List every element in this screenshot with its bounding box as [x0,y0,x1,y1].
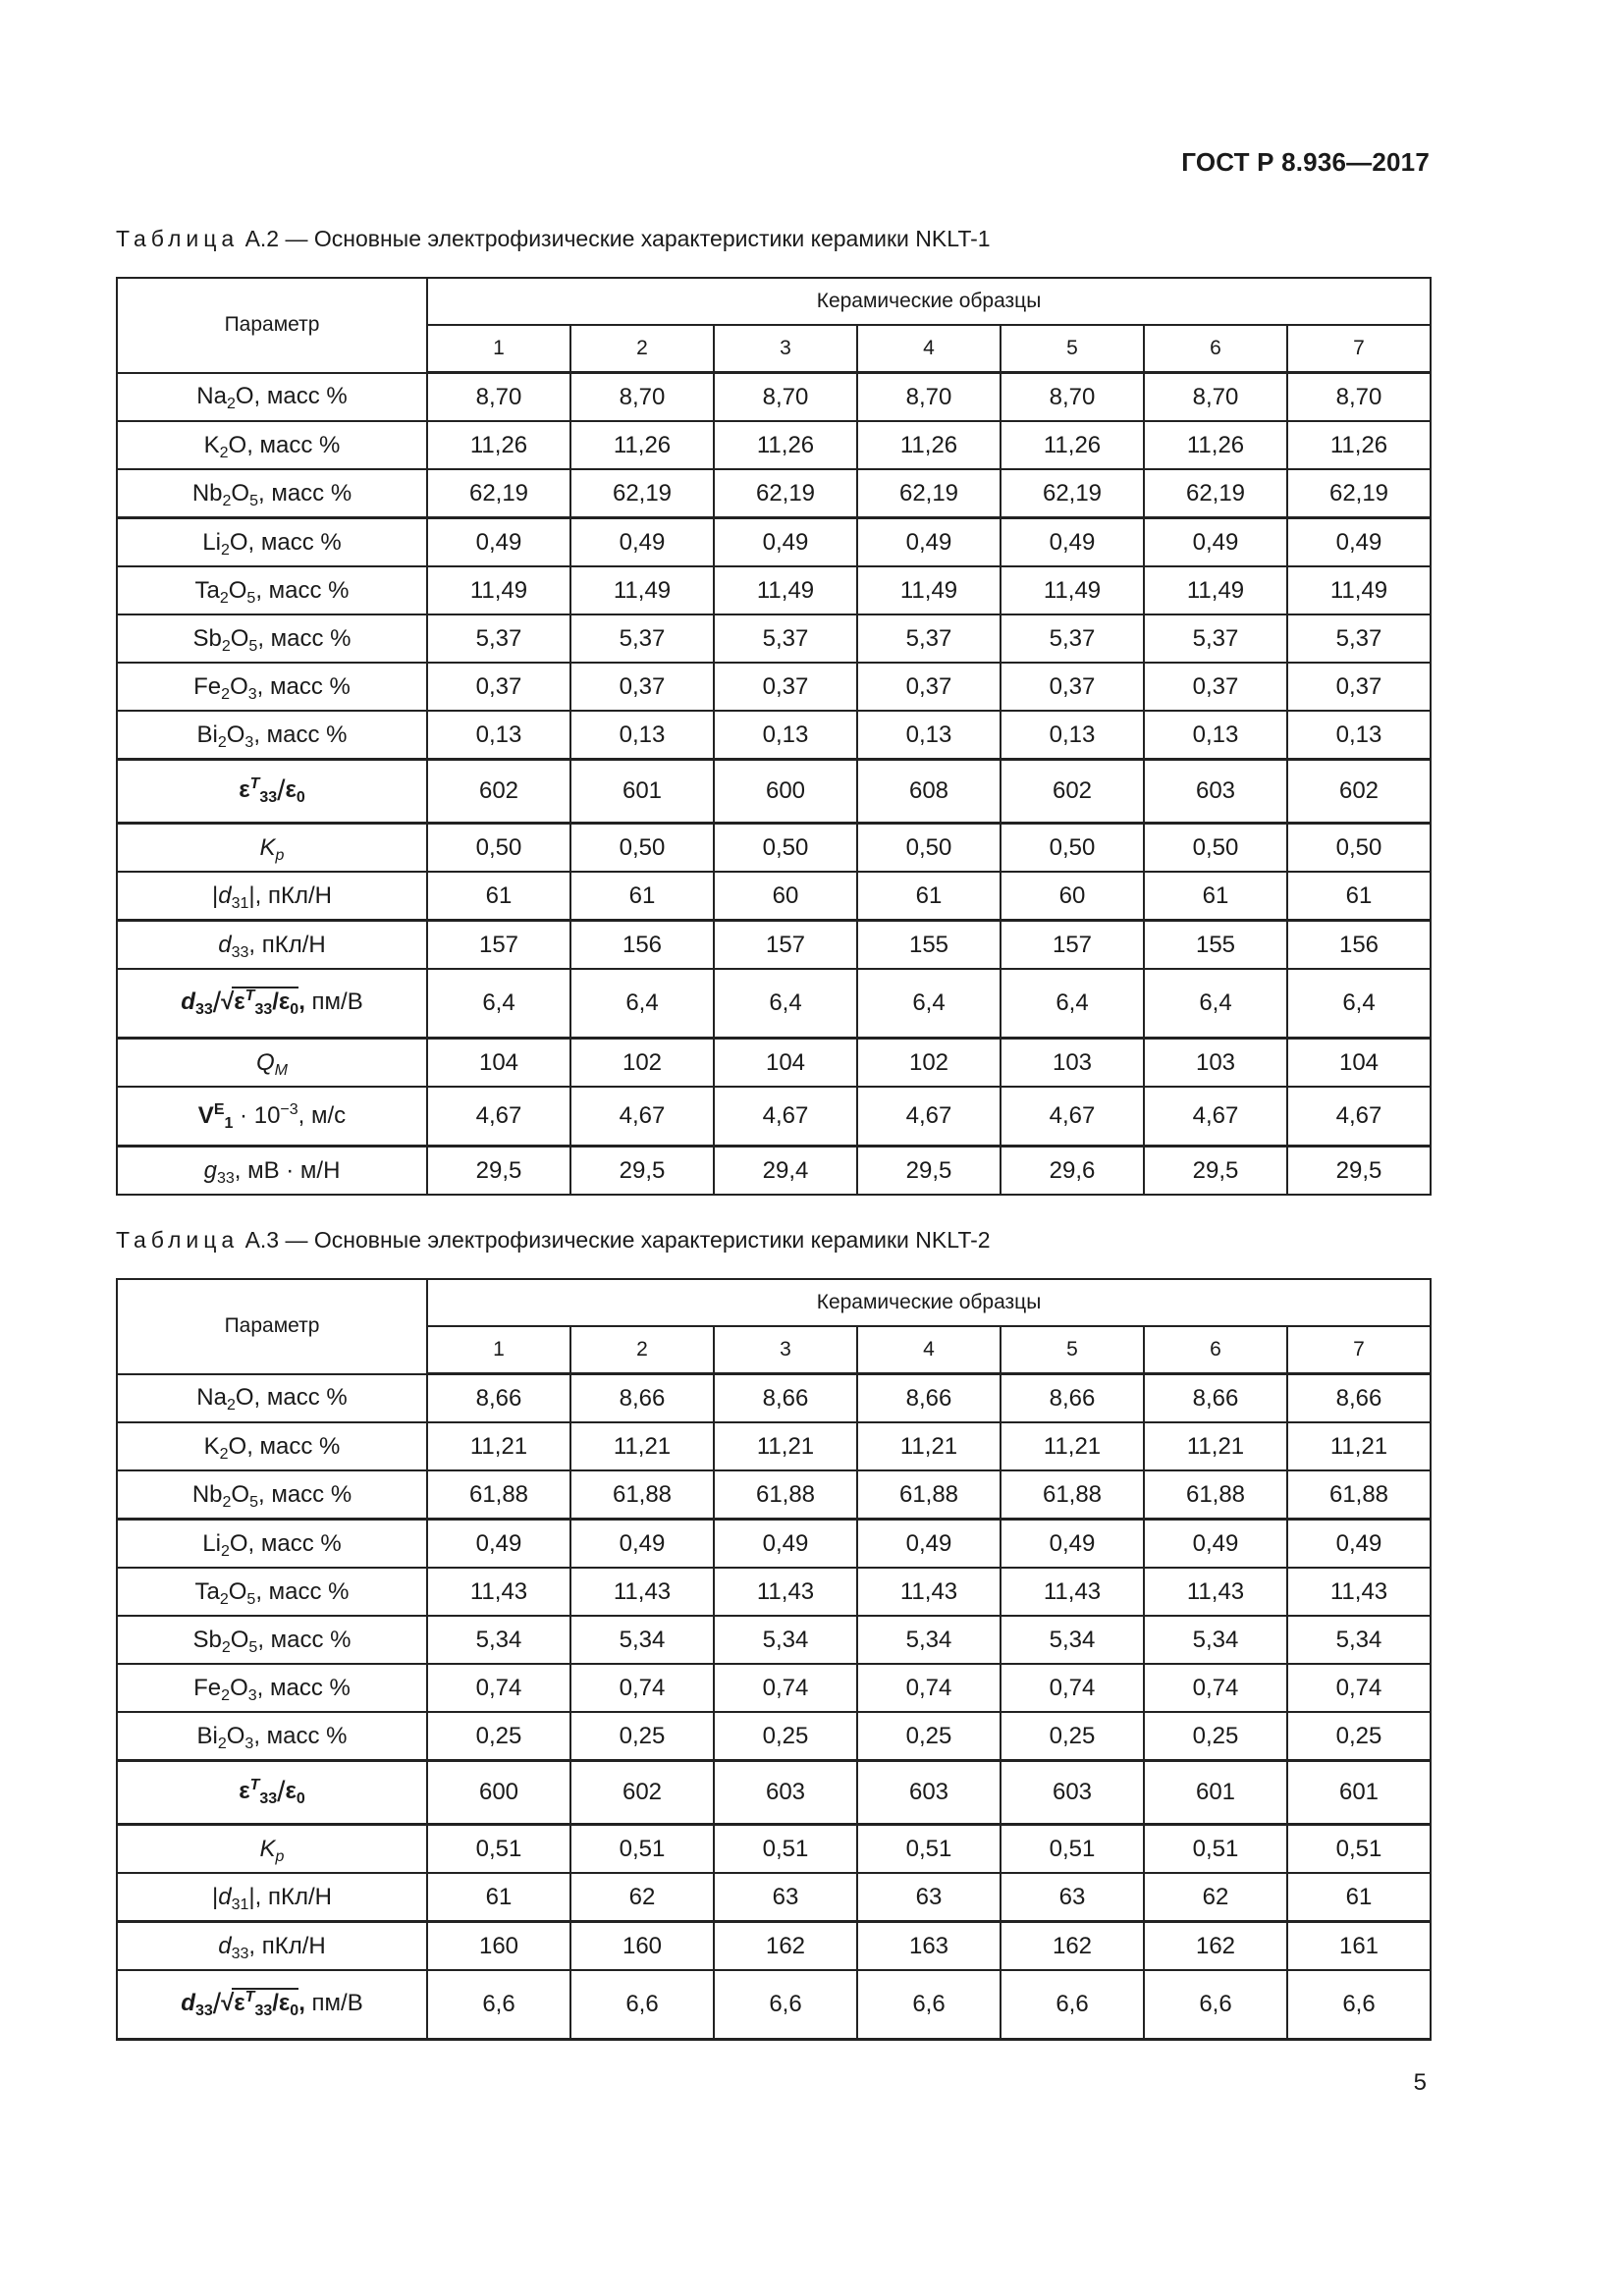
value-cell: 8,66 [427,1374,570,1423]
table-row [117,469,1431,518]
table-row [117,1087,1431,1147]
value-cell: 61 [1287,1873,1431,1922]
value-cell: 0,49 [714,518,857,567]
value-cell: 5,34 [1144,1616,1287,1664]
value-cell: 104 [1287,1039,1431,1088]
value-cell: 11,26 [1144,421,1287,469]
value-cell: 11,43 [857,1568,1001,1616]
value-cell: 0,74 [1001,1664,1144,1712]
param-cell: $Fe_2O_3$, масс % [117,663,427,711]
value-cell: 62,19 [1287,469,1431,518]
value-cell: 11,26 [1287,421,1431,469]
value-cell: 157 [427,921,570,970]
value-cell: 600 [427,1761,570,1825]
value-cell: 11,43 [570,1568,714,1616]
value-cell: 0,49 [1144,518,1287,567]
param-cell: $g_{33}$, мВ · м/Н [117,1147,427,1196]
value-cell: 5,37 [714,614,857,663]
value-cell: 0,25 [1001,1712,1144,1761]
value-cell: 11,43 [427,1568,570,1616]
table-row [117,566,1431,614]
sample-number: 6 [1144,1326,1287,1374]
table-row [117,1712,1431,1761]
table-row [117,1520,1431,1569]
value-cell: 156 [570,921,714,970]
param-cell: $Sb_2O_5$, масс % [117,614,427,663]
table-caption [116,1227,991,1254]
value-cell: 601 [570,760,714,824]
value-cell: 11,26 [714,421,857,469]
value-cell: 62,19 [1001,469,1144,518]
value-cell: 104 [427,1039,570,1088]
value-cell: 4,67 [570,1087,714,1147]
table-row [117,872,1431,921]
value-cell: 5,37 [1001,614,1144,663]
value-cell: 0,49 [570,1520,714,1569]
param-cell: $|d_{31}|$, пКл/Н [117,1873,427,1922]
value-cell: 0,13 [1287,711,1431,760]
table-row [117,1922,1431,1971]
value-cell: 61,88 [857,1470,1001,1520]
value-cell: 5,34 [857,1616,1001,1664]
value-cell: 103 [1001,1039,1144,1088]
table-row [117,760,1431,824]
value-cell: 63 [1001,1873,1144,1922]
value-cell: 0,25 [1287,1712,1431,1761]
value-cell: 4,67 [857,1087,1001,1147]
table-row [117,824,1431,873]
value-cell: 11,49 [570,566,714,614]
table-label: Таблица [116,226,240,251]
value-cell: 0,49 [857,1520,1001,1569]
value-cell: 6,6 [427,1970,570,2040]
value-cell: 8,70 [1287,373,1431,422]
sample-number: 7 [1287,325,1431,373]
value-cell: 8,70 [427,373,570,422]
sample-number: 1 [427,1326,570,1374]
value-cell: 603 [1001,1761,1144,1825]
value-cell: 8,66 [570,1374,714,1423]
value-cell: 61,88 [1144,1470,1287,1520]
value-cell: 0,50 [714,824,857,873]
value-cell: 600 [714,760,857,824]
value-cell: 6,4 [857,969,1001,1039]
value-cell: 63 [857,1873,1001,1922]
table-body [117,1374,1431,2040]
value-cell: 5,37 [1287,614,1431,663]
value-cell: 6,4 [1144,969,1287,1039]
value-cell: 61,88 [1001,1470,1144,1520]
value-cell: 29,4 [714,1147,857,1196]
value-cell: 5,34 [714,1616,857,1664]
table-row [117,373,1431,422]
value-cell: 11,26 [857,421,1001,469]
value-cell: 602 [427,760,570,824]
standard-code: ГОСТ Р 8.936—2017 [1181,147,1430,177]
sample-number: 3 [714,325,857,373]
param-cell: $Sb_2O_5$, масс % [117,1616,427,1664]
param-cell: $Ta_2O_5$, масс % [117,566,427,614]
value-cell: 0,49 [1001,1520,1144,1569]
param-header: Параметр [117,278,427,373]
value-cell: 104 [714,1039,857,1088]
value-cell: 60 [1001,872,1144,921]
value-cell: 0,13 [857,711,1001,760]
value-cell: 5,37 [427,614,570,663]
value-cell: 4,67 [714,1087,857,1147]
value-cell: 0,37 [427,663,570,711]
param-cell: $Bi_2O_3$, масс % [117,1712,427,1761]
value-cell: 0,51 [570,1825,714,1874]
table-row [117,1970,1431,2040]
value-cell: 0,37 [1144,663,1287,711]
value-cell: 8,66 [1001,1374,1144,1423]
samples-group-header: Керамические образцы [427,1279,1431,1326]
value-cell: 62 [1144,1873,1287,1922]
value-cell: 0,49 [1001,518,1144,567]
value-cell: 11,43 [714,1568,857,1616]
param-cell: $d_{33}/√\varepsilon^T_{33}/\varepsilon_0$, пм/В [117,1970,427,2040]
sample-number: 2 [570,1326,714,1374]
table-caption-text: А.3 — Основные электрофизические характеристики керамики NKLT-2 [244,1227,991,1253]
value-cell: 0,50 [1287,824,1431,873]
value-cell: 11,21 [1144,1422,1287,1470]
value-cell: 11,49 [1001,566,1144,614]
value-cell: 62,19 [1144,469,1287,518]
value-cell: 11,49 [427,566,570,614]
value-cell: 102 [857,1039,1001,1088]
param-cell: $d_{33}$, пКл/Н [117,1922,427,1971]
value-cell: 601 [1287,1761,1431,1825]
param-cell: $Ta_2O_5$, масс % [117,1568,427,1616]
value-cell: 603 [714,1761,857,1825]
sample-number: 4 [857,325,1001,373]
table-row [117,1039,1431,1088]
value-cell: 5,34 [1001,1616,1144,1664]
param-cell: $\varepsilon^T_{33}/\varepsilon_0$ [117,1761,427,1825]
table-row [117,969,1431,1039]
value-cell: 11,21 [1001,1422,1144,1470]
table-row [117,1873,1431,1922]
param-cell: $Li_2O$, масс % [117,518,427,567]
param-cell: $d_{33}/√\varepsilon^T_{33}/\varepsilon_0$, пм/В [117,969,427,1039]
value-cell: 0,49 [1287,518,1431,567]
value-cell: 11,43 [1001,1568,1144,1616]
value-cell: 62,19 [714,469,857,518]
value-cell: 0,50 [857,824,1001,873]
value-cell: 6,6 [1287,1970,1431,2040]
value-cell: 0,25 [1144,1712,1287,1761]
value-cell: 603 [1144,760,1287,824]
table-row [117,1374,1431,1423]
value-cell: 0,49 [1144,1520,1287,1569]
table-row [117,1616,1431,1664]
value-cell: 160 [570,1922,714,1971]
value-cell: 0,25 [570,1712,714,1761]
table-row [117,1568,1431,1616]
value-cell: 62 [570,1873,714,1922]
table-row [117,421,1431,469]
value-cell: 61,88 [714,1470,857,1520]
value-cell: 29,5 [570,1147,714,1196]
value-cell: 29,5 [1144,1147,1287,1196]
value-cell: 0,51 [427,1825,570,1874]
param-cell: $V^E_1 \cdot 10^{-3}$, м/с [117,1087,427,1147]
param-cell: $K_p$ [117,824,427,873]
value-cell: 8,66 [714,1374,857,1423]
value-cell: 11,49 [857,566,1001,614]
value-cell: 11,26 [570,421,714,469]
value-cell: 163 [857,1922,1001,1971]
param-cell: $K_p$ [117,1825,427,1874]
value-cell: 11,49 [1144,566,1287,614]
value-cell: 8,70 [570,373,714,422]
param-cell: $K_2O$, масс % [117,1422,427,1470]
value-cell: 61 [857,872,1001,921]
value-cell: 5,37 [857,614,1001,663]
value-cell: 5,37 [1144,614,1287,663]
table-row [117,1664,1431,1712]
value-cell: 155 [857,921,1001,970]
param-cell: $Fe_2O_3$, масс % [117,1664,427,1712]
value-cell: 29,6 [1001,1147,1144,1196]
value-cell: 602 [570,1761,714,1825]
value-cell: 11,26 [1001,421,1144,469]
value-cell: 11,21 [714,1422,857,1470]
value-cell: 0,74 [1287,1664,1431,1712]
table-caption-text: А.2 — Основные электрофизические характеристики керамики NKLT-1 [244,226,991,251]
value-cell: 6,4 [1001,969,1144,1039]
value-cell: 0,37 [857,663,1001,711]
value-cell: 601 [1144,1761,1287,1825]
value-cell: 6,4 [570,969,714,1039]
value-cell: 62,19 [857,469,1001,518]
samples-group-header: Керамические образцы [427,278,1431,325]
value-cell: 608 [857,760,1001,824]
value-cell: 5,37 [570,614,714,663]
value-cell: 102 [570,1039,714,1088]
param-cell: $|d_{31}|$, пКл/Н [117,872,427,921]
value-cell: 0,74 [714,1664,857,1712]
param-cell: $K_2O$, масс % [117,421,427,469]
table-caption [116,226,991,252]
table-row [117,1761,1431,1825]
table-label: Таблица [116,1227,240,1253]
value-cell: 0,49 [714,1520,857,1569]
param-cell: $Q_M$ [117,1039,427,1088]
table-row [117,1470,1431,1520]
value-cell: 8,66 [857,1374,1001,1423]
value-cell: 6,4 [714,969,857,1039]
table-row [117,1422,1431,1470]
value-cell: 6,4 [1287,969,1431,1039]
value-cell: 61 [1144,872,1287,921]
value-cell: 11,49 [714,566,857,614]
value-cell: 4,67 [1144,1087,1287,1147]
value-cell: 0,50 [1001,824,1144,873]
value-cell: 0,49 [427,1520,570,1569]
value-cell: 11,21 [1287,1422,1431,1470]
value-cell: 0,13 [1144,711,1287,760]
value-cell: 4,67 [1001,1087,1144,1147]
param-cell: $Nb_2O_5$, масс % [117,1470,427,1520]
value-cell: 0,74 [427,1664,570,1712]
param-cell: $Na_2O$, масс % [117,373,427,422]
table-row [117,1147,1431,1196]
value-cell: 61,88 [1287,1470,1431,1520]
value-cell: 603 [857,1761,1001,1825]
value-cell: 155 [1144,921,1287,970]
param-cell: $Nb_2O_5$, масс % [117,469,427,518]
value-cell: 162 [1144,1922,1287,1971]
value-cell: 29,5 [1287,1147,1431,1196]
value-cell: 4,67 [1287,1087,1431,1147]
characteristics-table-nklt1 [116,277,1432,1196]
value-cell: 0,49 [857,518,1001,567]
value-cell: 602 [1287,760,1431,824]
value-cell: 602 [1001,760,1144,824]
value-cell: 61,88 [570,1470,714,1520]
sample-number: 5 [1001,1326,1144,1374]
value-cell: 0,49 [427,518,570,567]
value-cell: 0,37 [570,663,714,711]
value-cell: 6,4 [427,969,570,1039]
value-cell: 0,74 [857,1664,1001,1712]
param-cell: $Bi_2O_3$, масс % [117,711,427,760]
value-cell: 63 [714,1873,857,1922]
value-cell: 0,50 [1144,824,1287,873]
table-body [117,373,1431,1196]
value-cell: 6,6 [570,1970,714,2040]
value-cell: 6,6 [714,1970,857,2040]
value-cell: 157 [714,921,857,970]
sample-number: 5 [1001,325,1144,373]
value-cell: 61 [427,1873,570,1922]
table-row [117,518,1431,567]
value-cell: 0,37 [1001,663,1144,711]
value-cell: 0,51 [714,1825,857,1874]
value-cell: 0,13 [427,711,570,760]
value-cell: 29,5 [427,1147,570,1196]
value-cell: 0,74 [570,1664,714,1712]
value-cell: 6,6 [1144,1970,1287,2040]
value-cell: 29,5 [857,1147,1001,1196]
value-cell: 5,34 [1287,1616,1431,1664]
table-row [117,1825,1431,1874]
value-cell: 0,13 [570,711,714,760]
sample-number: 6 [1144,325,1287,373]
value-cell: 0,50 [570,824,714,873]
table-row [117,921,1431,970]
value-cell: 0,25 [427,1712,570,1761]
value-cell: 8,66 [1144,1374,1287,1423]
value-cell: 4,67 [427,1087,570,1147]
value-cell: 162 [714,1922,857,1971]
sample-number: 1 [427,325,570,373]
value-cell: 0,51 [857,1825,1001,1874]
value-cell: 11,21 [427,1422,570,1470]
value-cell: 6,6 [857,1970,1001,2040]
value-cell: 0,37 [1287,663,1431,711]
value-cell: 5,34 [427,1616,570,1664]
value-cell: 0,50 [427,824,570,873]
value-cell: 61,88 [427,1470,570,1520]
value-cell: 11,43 [1144,1568,1287,1616]
value-cell: 61 [1287,872,1431,921]
value-cell: 0,13 [714,711,857,760]
value-cell: 62,19 [570,469,714,518]
param-cell: $Na_2O$, масс % [117,1374,427,1423]
param-cell: $d_{33}$, пКл/Н [117,921,427,970]
value-cell: 0,51 [1287,1825,1431,1874]
value-cell: 62,19 [427,469,570,518]
sample-number: 3 [714,1326,857,1374]
value-cell: 0,37 [714,663,857,711]
param-header: Параметр [117,1279,427,1374]
value-cell: 5,34 [570,1616,714,1664]
value-cell: 160 [427,1922,570,1971]
characteristics-table-nklt2 [116,1278,1432,2041]
table-row [117,711,1431,760]
table-row [117,614,1431,663]
param-cell: $\varepsilon^T_{33}/\varepsilon_0$ [117,760,427,824]
value-cell: 0,25 [857,1712,1001,1761]
value-cell: 0,51 [1001,1825,1144,1874]
value-cell: 11,49 [1287,566,1431,614]
value-cell: 8,70 [1144,373,1287,422]
value-cell: 8,70 [714,373,857,422]
value-cell: 0,25 [714,1712,857,1761]
value-cell: 156 [1287,921,1431,970]
value-cell: 0,49 [570,518,714,567]
page-number: 5 [1413,2069,1427,2096]
value-cell: 11,43 [1287,1568,1431,1616]
value-cell: 61 [427,872,570,921]
value-cell: 8,70 [857,373,1001,422]
value-cell: 0,49 [1287,1520,1431,1569]
value-cell: 0,13 [1001,711,1144,760]
table-row [117,663,1431,711]
value-cell: 60 [714,872,857,921]
sample-number: 2 [570,325,714,373]
value-cell: 103 [1144,1039,1287,1088]
param-cell: $Li_2O$, масс % [117,1520,427,1569]
value-cell: 6,6 [1001,1970,1144,2040]
value-cell: 61 [570,872,714,921]
value-cell: 162 [1001,1922,1144,1971]
sample-number: 4 [857,1326,1001,1374]
value-cell: 11,21 [857,1422,1001,1470]
value-cell: 11,21 [570,1422,714,1470]
sample-number: 7 [1287,1326,1431,1374]
value-cell: 11,26 [427,421,570,469]
value-cell: 161 [1287,1922,1431,1971]
value-cell: 0,74 [1144,1664,1287,1712]
value-cell: 8,70 [1001,373,1144,422]
value-cell: 0,51 [1144,1825,1287,1874]
value-cell: 157 [1001,921,1144,970]
value-cell: 8,66 [1287,1374,1431,1423]
